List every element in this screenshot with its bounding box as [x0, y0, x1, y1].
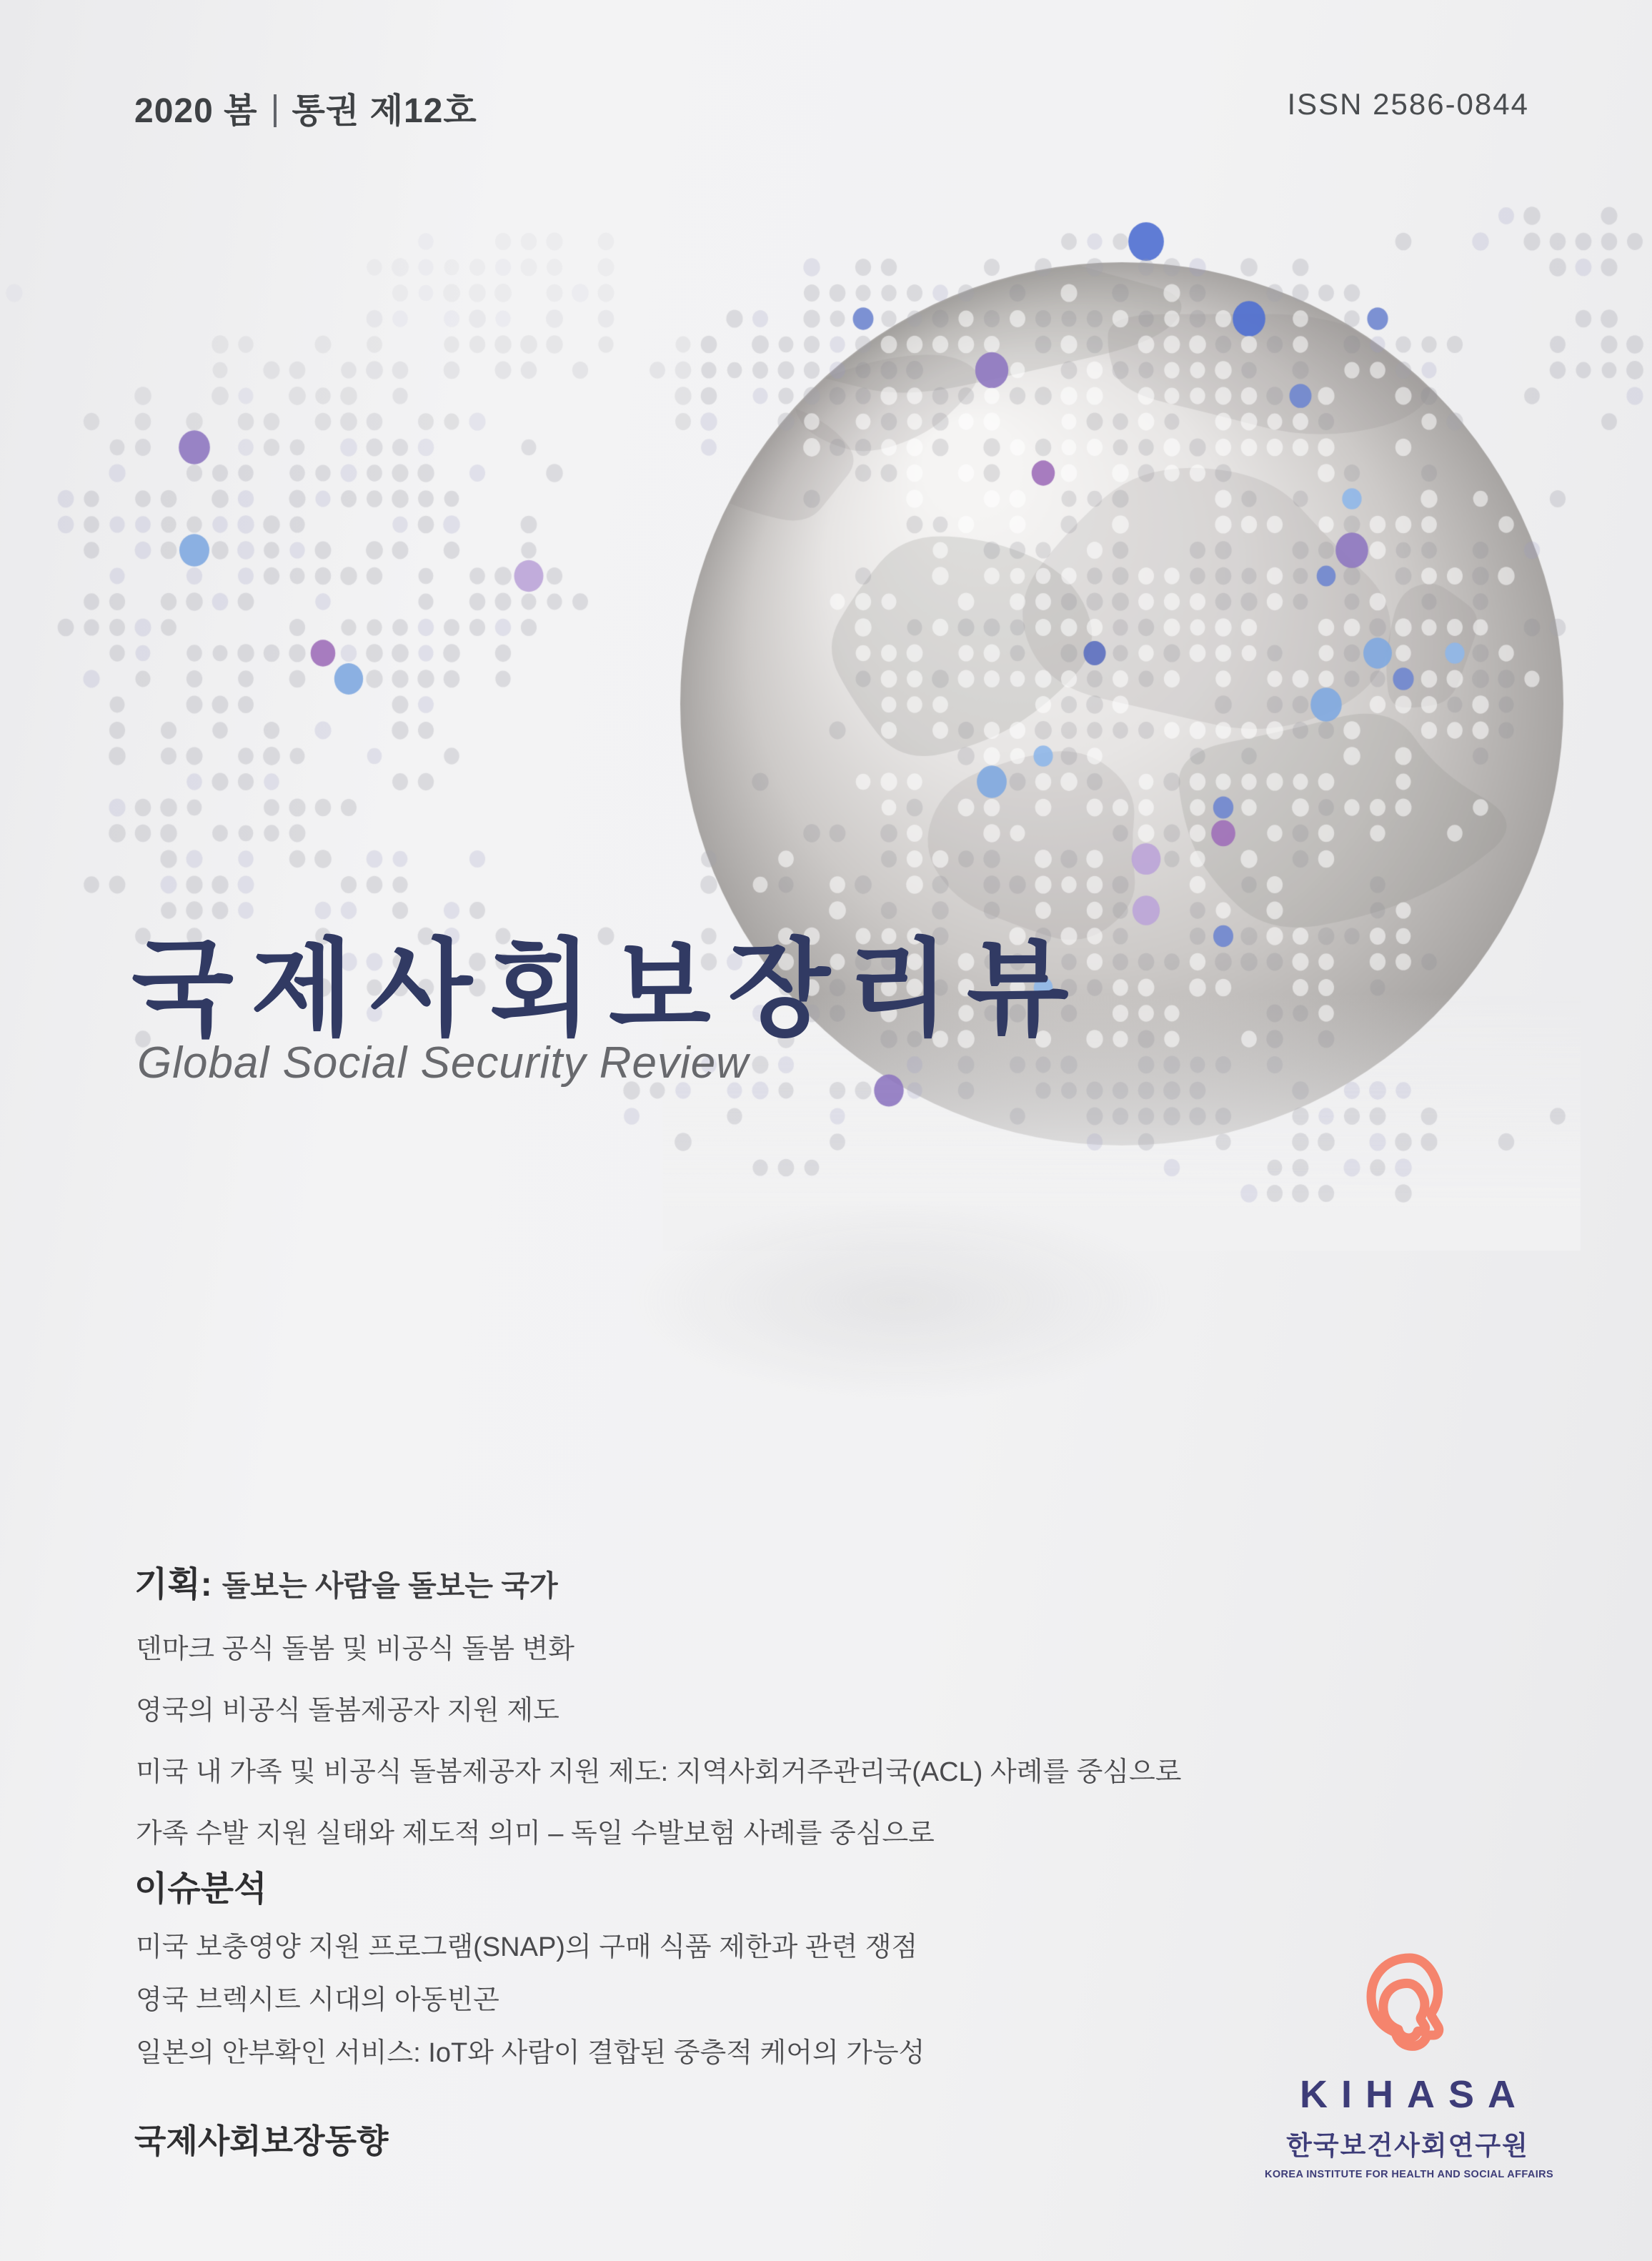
feature-heading-label: 기획: — [134, 1566, 212, 1604]
head-profile-icon — [1354, 1947, 1461, 2067]
kihasa-org-name-ko: 한국보건사회연구원 — [1286, 2131, 1529, 2160]
issue-analysis-heading: 이슈분석 — [134, 1870, 267, 1908]
feature-article: 영국의 비공식 돌봄제공자 지원 제도 — [136, 1696, 559, 1726]
issue-season: 2020 봄 — [134, 92, 258, 130]
divider — [274, 94, 277, 127]
issue-article-list — [136, 1921, 925, 2079]
feature-article-list — [136, 1619, 1181, 1864]
trends-section-heading: 국제사회보장동향 — [134, 2122, 389, 2160]
feature-article: 미국 내 가족 및 비공식 돌봄제공자 지원 제도: 지역사회거주관리국(ACL) 사례를 중심으로 — [136, 1757, 1182, 1787]
issue-article: 일본의 안부확인 서비스: IoT와 사람이 결합된 중층적 케어의 가능성 — [136, 2038, 925, 2068]
kihasa-org-name-en: KOREA INSTITUTE FOR HEALTH AND SOCIAL AFFAIRS — [1265, 2169, 1554, 2180]
feature-heading-subtitle: 돌보는 사람을 돌보는 국가 — [222, 1569, 558, 1602]
issue-article: 영국 브렉시트 시대의 아동빈곤 — [136, 1985, 499, 2015]
issue-info — [134, 83, 477, 132]
scan-shadow — [629, 1201, 1172, 1401]
journal-subtitle: Global Social Security Review — [137, 1038, 750, 1088]
journal-title: 국제사회보장리뷰 — [131, 930, 1086, 1048]
issue-number: 통권 제12호 — [292, 92, 477, 130]
kihasa-logo — [1265, 1947, 1554, 2180]
feature-article: 덴마크 공식 돌봄 및 비공식 돌봄 변화 — [136, 1634, 574, 1664]
kihasa-wordmark: KIHASA — [1299, 2073, 1529, 2116]
issn-label: ISSN 2586-0844 — [1287, 87, 1529, 121]
feature-section-heading — [134, 1556, 558, 1606]
issue-article: 미국 보충영양 지원 프로그램(SNAP)의 구매 식품 제한과 관련 쟁점 — [136, 1932, 918, 1962]
feature-article: 가족 수발 지원 실태와 제도적 의미 – 독일 수발보험 사례를 중심으로 — [136, 1819, 935, 1849]
